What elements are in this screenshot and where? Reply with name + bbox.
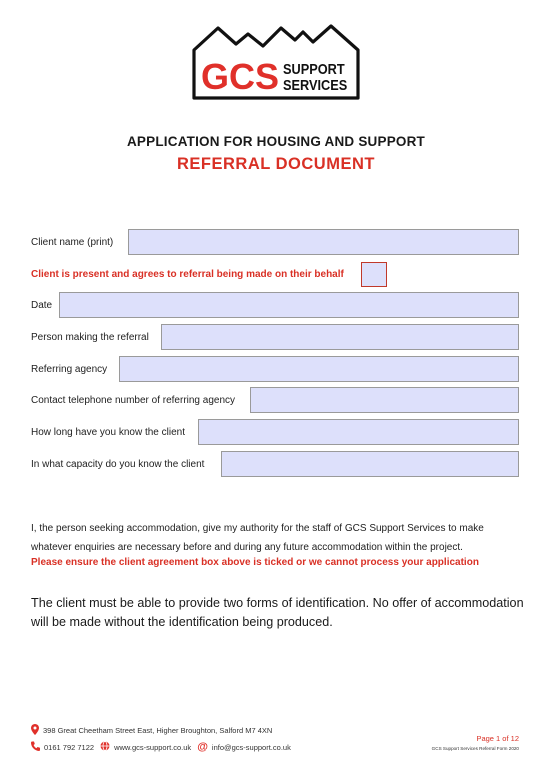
known-duration-label: How long have you know the client [31,427,185,438]
date-label: Date [31,300,53,311]
email-link[interactable]: info@gcs-support.co.uk [211,742,291,752]
page-subtitle: REFERRAL DOCUMENT [177,155,375,173]
web-icon [100,741,110,753]
phone-text: 0161 792 7122 [44,742,95,752]
consent-label: Client is present and agrees to referral being made on their behalf [31,269,344,280]
known-capacity-field[interactable] [221,451,519,477]
date-field[interactable] [59,292,519,318]
logo-brand: GCS [201,56,280,97]
referrer-name-label: Person making the referral [31,332,149,343]
referrer-name-field[interactable] [161,324,519,350]
form-name: GCS Support Services Referral Form 2020 [431,746,519,751]
client-name-label: Client name (print) [31,237,114,248]
client-name-field[interactable] [128,229,519,255]
at-sign-icon: @ [197,741,208,753]
gcs-logo [191,22,361,102]
referring-agency-label: Referring agency [31,364,108,375]
footer-contacts [31,741,291,753]
identification-notice: The client must be able to provide two forms of identification. No offer of accommodation will be made without the identification being produced. [31,596,524,629]
known-duration-field[interactable] [198,419,519,445]
map-pin-icon [31,724,39,737]
page-number: Page 1 of 12 [476,734,519,743]
agency-phone-field[interactable] [250,387,519,413]
address-text: 398 Great Cheetham Street East, Higher Broughton, Salford M7 4XN [43,726,273,735]
consent-checkbox[interactable] [361,262,387,287]
referring-agency-field[interactable] [119,356,519,382]
footer-address [31,724,272,737]
consent-warning: Please ensure the client agreement box above is ticked or we cannot process your application [31,557,479,568]
known-capacity-label: In what capacity do you know the client [31,459,205,470]
logo-line-1: SUPPORT [283,61,345,78]
website-link[interactable]: www.gcs-support.co.uk [114,742,192,752]
authority-statement: I, the person seeking accommodation, give my authority for the staff of GCS Support Services to make whatever enquiries are necessary before and during any future accommodation within the project. [31,523,484,553]
agency-phone-label: Contact telephone number of referring agency [31,395,236,406]
phone-icon [31,741,40,753]
page-title: APPLICATION FOR HOUSING AND SUPPORT [126,134,425,149]
logo-line-2: SERVICES [283,77,348,94]
